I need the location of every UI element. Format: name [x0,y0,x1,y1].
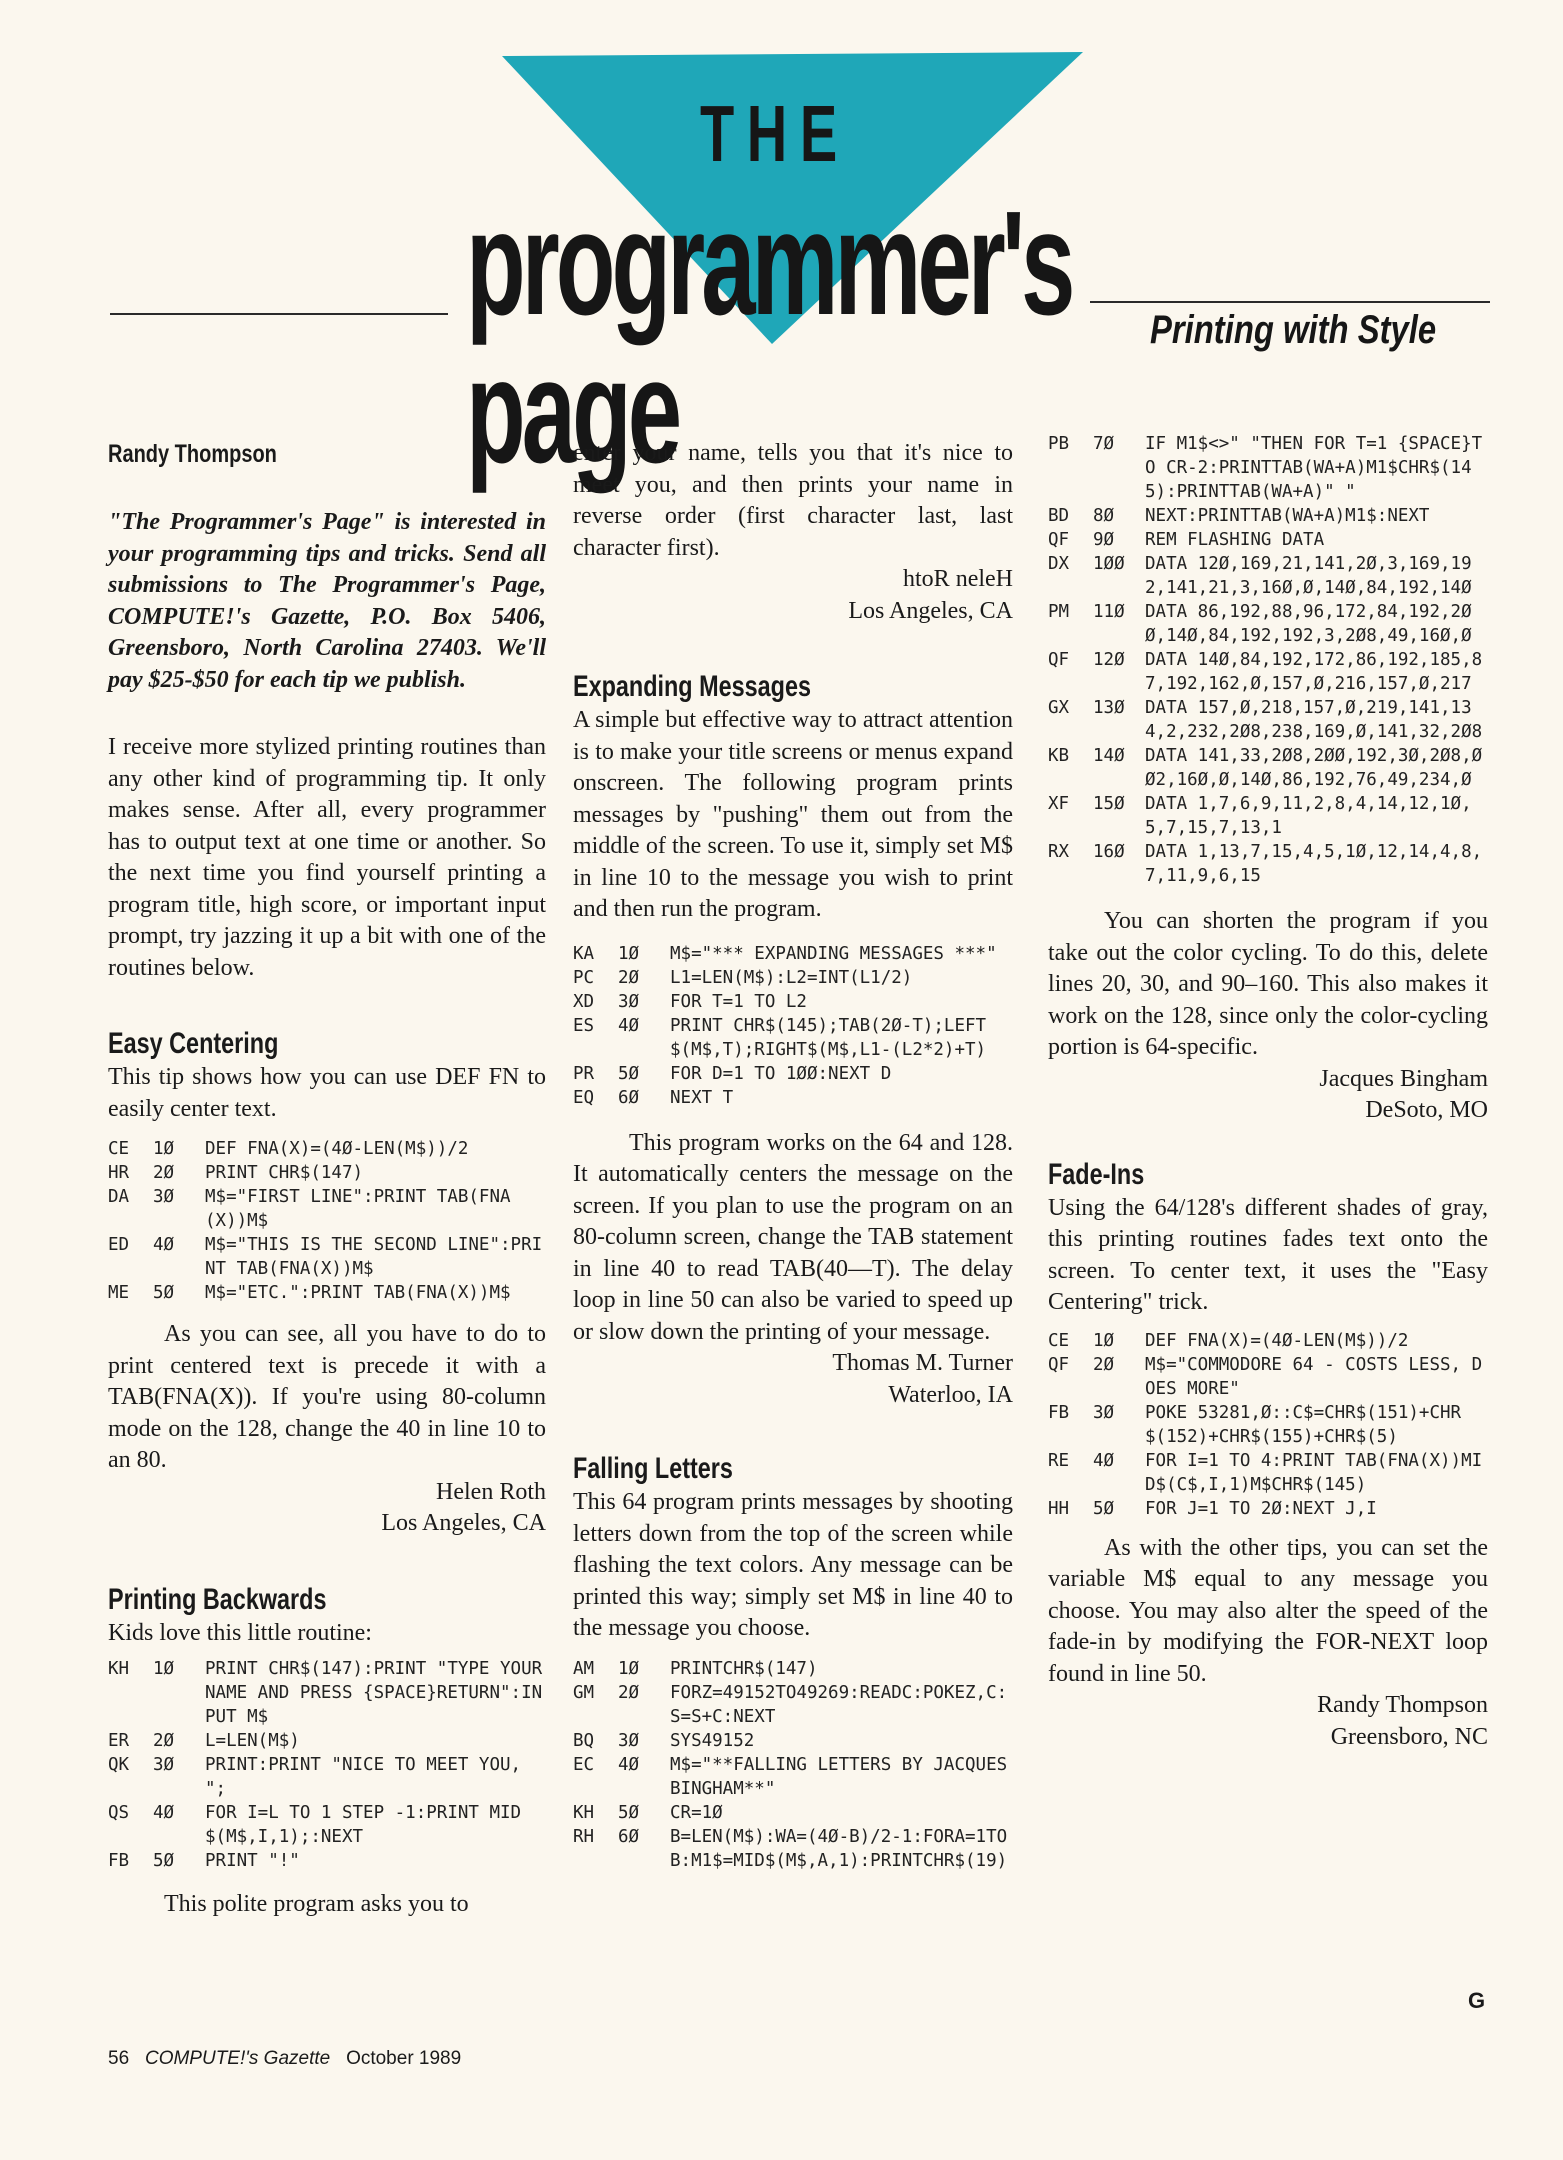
line-number: 15Ø [1093,794,1125,814]
code-line [573,1014,1013,1062]
code-line [573,966,1013,990]
code-text: DATA 14Ø,84,192,172,86,192,185,87,192,162,Ø,157,Ø,216,157,Ø,217 [1145,650,1483,694]
checksum: HR [108,1163,130,1183]
line-number: 4Ø [618,1754,640,1775]
code-text: REM FLASHING DATA [1145,530,1325,550]
page-number: 56 [108,2048,130,2069]
checksum: QF [1048,530,1070,550]
code-text: FOR D=1 TO 1ØØ:NEXT D [670,1063,892,1084]
code-text: PRINT CHR$(147) [205,1163,364,1183]
expanding-listing [573,942,1013,1110]
page-footer [108,2048,461,2070]
line-number: 5Ø [618,1802,640,1823]
printing-backwards-author: htoR neleH [903,566,1013,592]
code-text: M$="ETC.":PRINT TAB(FNA(X))M$ [205,1283,511,1303]
falling-location: DeSoto, MO [1365,1097,1488,1123]
code-line [573,1657,1013,1681]
code-line [108,1137,546,1161]
code-line [573,1825,1013,1873]
checksum: ED [108,1235,130,1255]
code-text: IF M1$<>" "THEN FOR T=1 {SPACE}TO CR-2:PRINTTAB(WA+A)M1$CHR$(145):PRINTTAB(WA+A)" " [1145,434,1483,502]
code-line [1048,1353,1488,1401]
checksum: KB [1048,746,1070,766]
column-1 [108,440,553,1921]
line-number: 1Ø [1093,1330,1115,1351]
falling-listing-continued [1048,432,1488,888]
checksum: EQ [573,1087,595,1108]
code-line [1048,528,1488,552]
code-line [1048,600,1488,648]
line-number: 3Ø [618,991,640,1012]
heading-expanding-messages: Expanding Messages [573,670,811,703]
checksum: HH [1048,1498,1070,1519]
code-line [1048,552,1488,600]
checksum: QF [1048,650,1070,670]
printing-backwards-after-2: enter your name, tells you that it's nice to meet you, and then prints your name in reverse order (first character last, last character first). [573,440,1013,561]
code-line [1048,1449,1488,1497]
code-text: L1=LEN(M$):L2=INT(L1/2) [670,967,913,988]
page-title: programmer's page [466,181,1072,494]
easy-centering-text: This tip shows how you can use DEF FN to easily center text. [108,1064,546,1122]
code-line [108,1233,546,1281]
falling-text: This 64 program prints messages by shooting letters down from the top of the screen while flashing the text colors. Any message can be printed this way; simply set M$ in line 40 to the message you choose. [573,1489,1013,1641]
opening-paragraph: I receive more stylized printing routines than any other kind of programming tip. It only makes sense. After all, every programmer has to output text at one time or another. So the next time you find yourself printing a program title, high score, or important input prompt, try jazzing it up a bit with one of the routines below. [108,734,546,981]
checksum: BQ [573,1730,595,1751]
checksum: DX [1048,554,1070,574]
code-text: NEXT T [670,1087,734,1108]
line-number: 14Ø [1093,746,1125,766]
header-the: THE [700,89,850,178]
code-line [573,1729,1013,1753]
checksum: PB [1048,434,1070,454]
easy-centering-location: Los Angeles, CA [381,1510,546,1536]
expanding-location: Waterloo, IA [888,1381,1013,1408]
printing-backwards-after-1: This polite program asks you to [164,1891,469,1917]
header-rule-left [110,313,448,315]
code-line [1048,432,1488,504]
checksum: PM [1048,602,1070,622]
code-text: DATA 86,192,88,96,172,84,192,2ØØ,14Ø,84,192,192,3,2Ø8,49,16Ø,Ø [1145,602,1472,646]
fade-ins-listing [1048,1329,1488,1521]
code-text: NEXT:PRINTTAB(WA+A)M1$:NEXT [1145,506,1430,526]
heading-printing-backwards: Printing Backwards [108,1582,327,1616]
line-number: 1Ø [618,1658,640,1679]
line-number: 4Ø [618,1015,640,1036]
checksum: CE [1048,1330,1070,1351]
code-text: DEF FNA(X)=(4Ø-LEN(M$))/2 [205,1139,469,1159]
code-text: M$="**FALLING LETTERS BY JACQUES BINGHAM**" [670,1754,1018,1799]
fade-ins-after: As with the other tips, you can set the variable M$ equal to any message you choose. You may also alter the speed of the fade-in by modifying the FOR-NEXT loop found in line 50. [1048,1534,1488,1687]
checksum: ME [108,1283,130,1303]
line-number: 11Ø [1093,602,1125,622]
heading-falling-letters: Falling Letters [573,1452,733,1485]
code-text: DATA 1,13,7,15,4,5,1Ø,12,14,4,8,7,11,9,6,15 [1145,842,1483,886]
code-text: DATA 12Ø,169,21,141,2Ø,3,169,192,141,21,3,16Ø,Ø,14Ø,84,192,14Ø [1145,554,1472,598]
line-number: 9Ø [1093,530,1115,550]
checksum: EC [573,1754,595,1775]
easy-centering-after: As you can see, all you have to do to print centered text is precede it with a TAB(FNA(X)). If you're using 80-column mode on the 128, change the 40 in line 10 to an 80. [108,1321,546,1473]
code-line [573,1086,1013,1110]
falling-after: You can shorten the program if you take out the color cycling. To do this, delete lines 20, 30, and 90–160. This also makes it work on the 128, since only the color-cycling portion is 64-specific. [1048,908,1488,1060]
code-text: PRINT "!" [205,1851,300,1871]
code-line [1048,792,1488,840]
code-line [108,1753,546,1801]
line-number: 1Ø [153,1139,175,1159]
issue-date: October 1989 [346,2048,462,2069]
easy-centering-listing [108,1137,546,1305]
checksum: XF [1048,794,1070,814]
code-line [573,1681,1013,1729]
line-number: 2Ø [1093,1354,1115,1375]
intro-text: "The Programmer's Page" is interested in your programming tips and tricks. Send all submissions to The Programmer's Page, COMPUTE!'s Gazette, P.O. Box 5406, Greensboro, North Carolina 27403. We'll pay $25-$50 for each tip we publish. [108,509,546,693]
checksum: QS [108,1803,130,1823]
code-line [108,1185,546,1233]
code-text: DATA 1,7,6,9,11,2,8,4,14,12,1Ø,5,7,15,7,13,1 [1145,794,1472,838]
line-number: 5Ø [618,1063,640,1084]
checksum: RE [1048,1450,1070,1471]
falling-listing [573,1657,1018,1873]
checksum: QK [108,1755,130,1775]
code-line [108,1657,553,1729]
line-number: 3Ø [618,1730,640,1751]
code-line [573,1062,1013,1086]
code-text: PRINT:PRINT "NICE TO MEET YOU, "; [205,1755,532,1799]
code-line [108,1849,546,1873]
heading-easy-centering: Easy Centering [108,1027,279,1060]
code-line [108,1161,546,1185]
code-text: DATA 157,Ø,218,157,Ø,219,141,134,2,232,2Ø8,238,169,Ø,141,32,2Ø8 [1145,698,1483,742]
printing-backwards-text: Kids love this little routine: [108,1619,372,1646]
line-number: 2Ø [153,1731,175,1751]
code-line [1048,648,1488,696]
line-number: 2Ø [618,967,640,988]
checksum: QF [1048,1354,1070,1375]
code-line [108,1801,546,1849]
header-rule-right [1090,301,1490,303]
line-number: 7Ø [1093,434,1115,454]
heading-fade-ins: Fade-Ins [1048,1157,1145,1191]
magazine-name: COMPUTE!'s Gazette [144,2048,331,2069]
column-3 [1048,432,1488,1753]
checksum: XD [573,991,595,1012]
code-line [1048,696,1488,744]
code-text: DATA 141,33,2Ø8,2ØØ,192,3Ø,2Ø8,ØØ2,16Ø,Ø,14Ø,86,192,76,49,234,Ø [1145,746,1483,790]
checksum: RX [1048,842,1070,862]
printing-backwards-listing [108,1657,553,1873]
code-text: FOR T=1 TO L2 [670,991,807,1012]
line-number: 3Ø [153,1187,175,1207]
checksum: ES [573,1015,595,1036]
code-text: CR=1Ø [670,1802,723,1823]
checksum: PC [573,967,595,988]
expanding-text: A simple but effective way to attract attention is to make your title screens or menus expand onscreen. The following program prints messages by "pushing" them out from the middle of the screen. To use it, simply set M$ in line 10 to the message you wish to print and then run the program. [573,707,1013,922]
code-text: PRINT CHR$(145);TAB(2Ø-T);LEFT$(M$,T);RIGHT$(M$,L1-(L2*2)+T) [670,1015,987,1060]
expanding-author: Thomas M. Turner [832,1350,1013,1376]
code-line [1048,1497,1488,1521]
checksum: AM [573,1658,595,1679]
printing-backwards-location: Los Angeles, CA [848,597,1013,624]
article-subtitle: Printing with Style [1150,308,1437,352]
line-number: 6Ø [618,1087,640,1108]
checksum: FB [108,1851,130,1871]
code-text: M$="FIRST LINE":PRINT TAB(FNA(X))M$ [205,1187,511,1231]
code-line [1048,504,1488,528]
line-number: 4Ø [153,1803,175,1823]
checksum: RH [573,1826,595,1847]
line-number: 1ØØ [1093,554,1125,574]
checksum: KH [108,1659,130,1679]
falling-author: Jacques Bingham [1319,1065,1488,1092]
line-number: 3Ø [153,1755,175,1775]
line-number: 5Ø [1093,1498,1115,1519]
fade-ins-author: Randy Thompson [1317,1692,1488,1718]
code-text: FOR J=1 TO 2Ø:NEXT J,I [1145,1498,1377,1519]
code-text: FORZ=49152TO49269:READC:POKEZ,C:S=S+C:NEXT [670,1682,1008,1727]
code-text: B=LEN(M$):WA=(4Ø-B)/2-1:FORA=1TOB:M1$=MID$(M$,A,1):PRINTCHR$(19) [670,1826,1008,1871]
checksum: GX [1048,698,1070,718]
line-number: 2Ø [153,1163,175,1183]
checksum: DA [108,1187,130,1207]
checksum: PR [573,1063,595,1084]
code-text: FOR I=1 TO 4:PRINT TAB(FNA(X))MID$(C$,I,1)M$CHR$(145) [1145,1450,1483,1495]
line-number: 12Ø [1093,650,1125,670]
line-number: 8Ø [1093,506,1115,526]
code-line [1048,1329,1488,1353]
checksum: FB [1048,1402,1070,1423]
code-text: SYS49152 [670,1730,755,1751]
code-line [1048,840,1488,888]
code-text: DEF FNA(X)=(4Ø-LEN(M$))/2 [1145,1330,1409,1351]
line-number: 2Ø [618,1682,640,1703]
line-number: 5Ø [153,1283,175,1303]
checksum: ER [108,1731,130,1751]
line-number: 5Ø [153,1851,175,1871]
fade-ins-text: Using the 64/128's different shades of gray, this printing routines fades text onto the screen. To center text, it uses the "Easy Centering" trick. [1048,1194,1488,1315]
intro-author: Randy Thompson [108,440,277,468]
code-line [1048,1401,1488,1449]
code-text: M$="THIS IS THE SECOND LINE":PRINT TAB(FNA(X))M$ [205,1235,543,1279]
easy-centering-author: Helen Roth [436,1478,546,1505]
line-number: 3Ø [1093,1402,1115,1423]
line-number: 6Ø [618,1826,640,1847]
code-text: M$="COMMODORE 64 - COSTS LESS, DOES MORE" [1145,1354,1483,1399]
code-line [573,942,1013,966]
code-text: PRINTCHR$(147) [670,1658,818,1679]
code-line [573,1801,1013,1825]
line-number: 4Ø [1093,1450,1115,1471]
checksum: BD [1048,506,1070,526]
end-mark: G [1468,1988,1486,2013]
code-text: M$="*** EXPANDING MESSAGES ***" [670,943,997,964]
expanding-after: This program works on the 64 and 128. It automatically centers the message on the screen. If you plan to use the program on an 80-column screen, change the TAB statement in line 40 to read TAB(40—T). The delay loop in line 50 can also be varied to speed up or slow down the printing of your message. [573,1129,1013,1345]
code-line [108,1281,546,1305]
code-line [573,990,1013,1014]
checksum: CE [108,1139,130,1159]
code-text: PRINT CHR$(147):PRINT "TYPE YOUR NAME AND PRESS {SPACE}RETURN":INPUT M$ [205,1659,553,1727]
code-line [573,1753,1018,1801]
code-text: FOR I=L TO 1 STEP -1:PRINT MID$(M$,I,1);:NEXT [205,1803,522,1847]
code-line [1048,744,1488,792]
line-number: 1Ø [153,1659,175,1679]
line-number: 13Ø [1093,698,1125,718]
column-2 [573,438,1018,1873]
checksum: GM [573,1682,595,1703]
line-number: 16Ø [1093,842,1125,862]
fade-ins-location: Greensboro, NC [1330,1723,1488,1750]
line-number: 1Ø [618,943,640,964]
checksum: KA [573,943,595,964]
code-text: POKE 53281,Ø::C$=CHR$(151)+CHR$(152)+CHR$(155)+CHR$(5) [1145,1402,1462,1447]
checksum: KH [573,1802,595,1823]
line-number: 4Ø [153,1235,175,1255]
code-text: L=LEN(M$) [205,1731,300,1751]
code-line [108,1729,546,1753]
